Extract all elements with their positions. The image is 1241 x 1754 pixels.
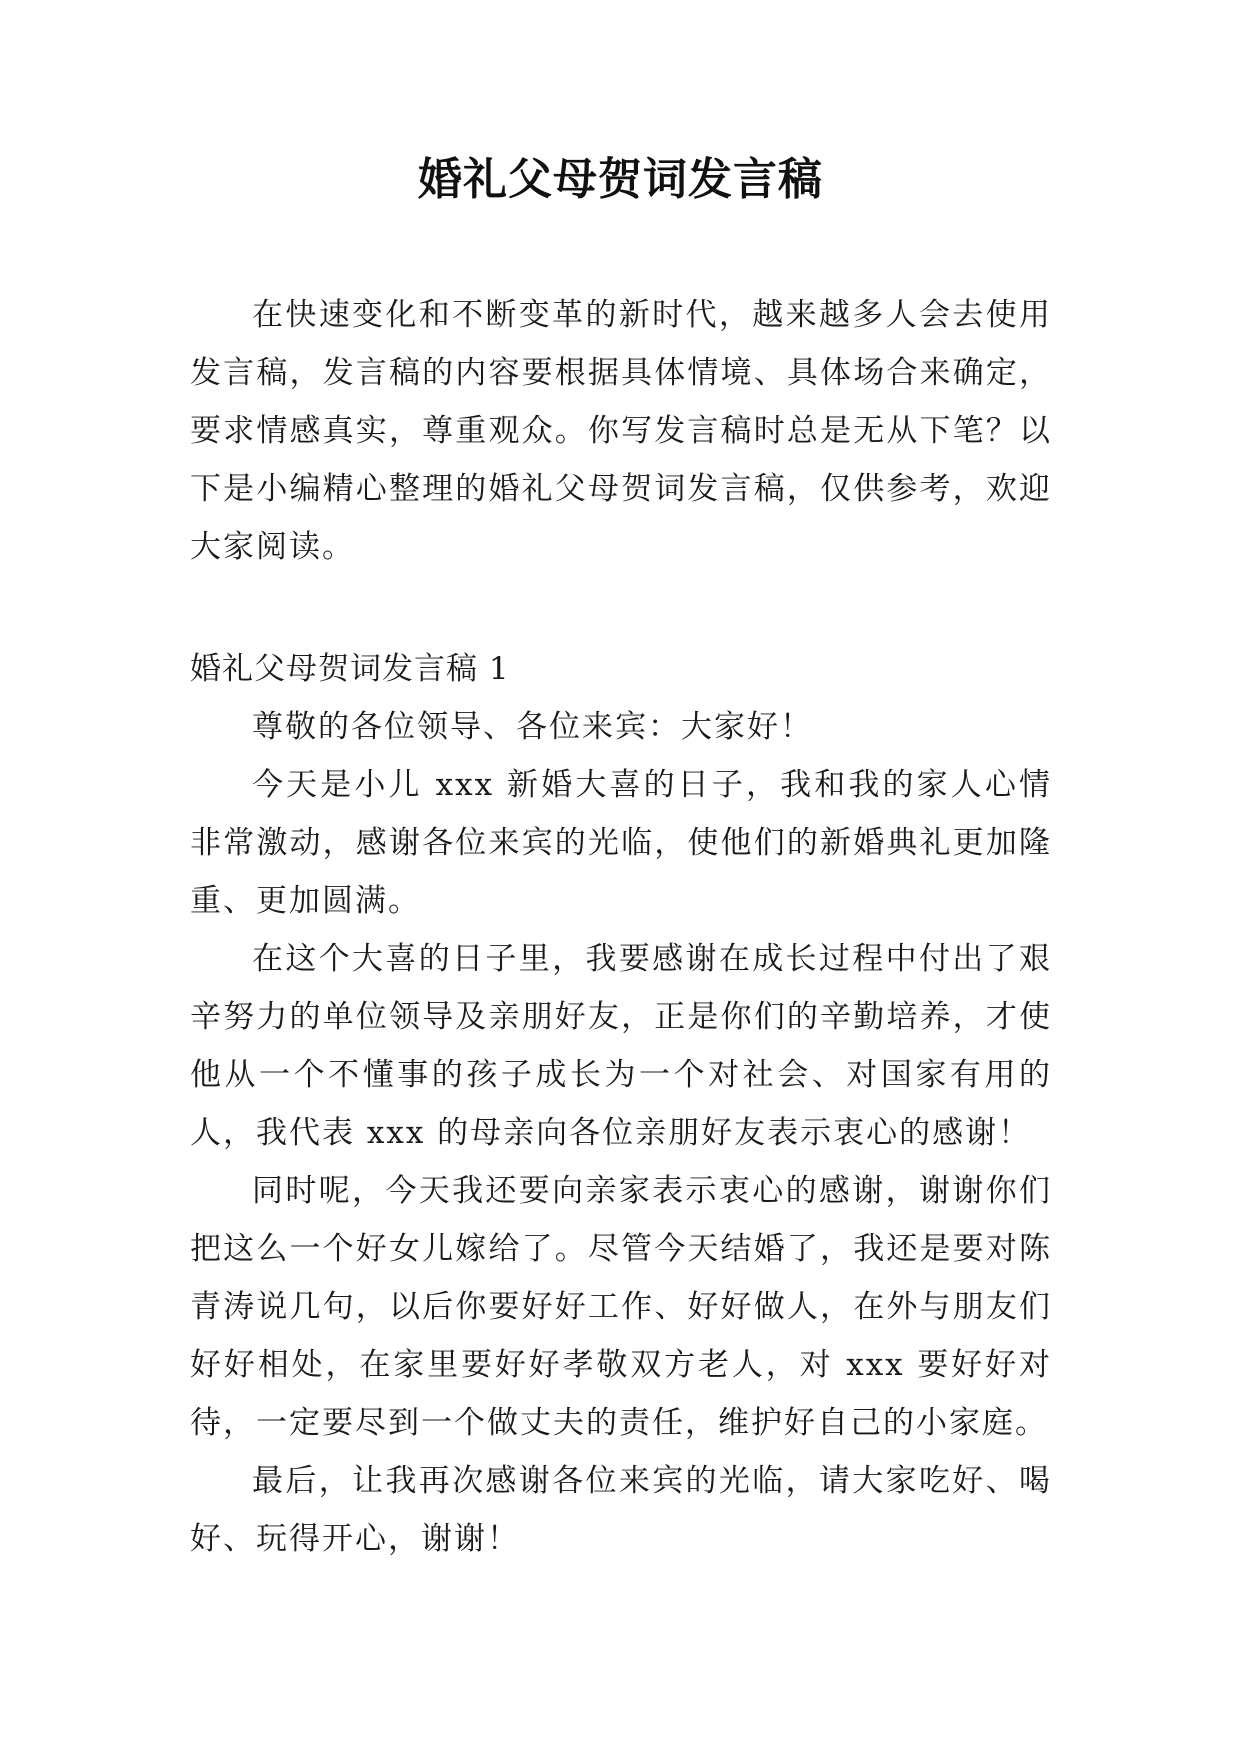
body-paragraph-closing: 最后，让我再次感谢各位来宾的光临，请大家吃好、喝好、玩得开心，谢谢！	[190, 1463, 1052, 1557]
body-paragraph-2: 在这个大喜的日子里，我要感谢在成长过程中付出了艰辛努力的单位领导及亲朋好友，正是你们的辛勤培养，才使他从一个不懂事的孩子成长为一个对社会、对国家有用的人，我代表 xxx 的母亲向各位亲朋好友表示衷心的感谢！	[190, 941, 1052, 1151]
body-paragraph-greeting: 尊敬的各位领导、各位来宾：大家好！	[252, 709, 813, 745]
intro-paragraph: 在快速变化和不断变革的新时代，越来越多人会去使用发言稿，发言稿的内容要根据具体情境、具体场合来确定，要求情感真实，尊重观众。你写发言稿时总是无从下笔？以下是小编精心整理的婚礼父母贺词发言稿，仅供参考，欢迎大家阅读。	[190, 297, 1052, 565]
document-body	[190, 286, 1052, 1568]
body-paragraph-3: 同时呢，今天我还要向亲家表示衷心的感谢，谢谢你们把这么一个好女儿嫁给了。尽管今天结婚了，我还是要对陈青涛说几句，以后你要好好工作、好好做人，在外与朋友们好好相处，在家里要好好孝敬双方老人，对 xxx 要好好对待，一定要尽到一个做丈夫的责任，维护好自己的小家庭。	[190, 1173, 1052, 1441]
document-title: 婚礼父母贺词发言稿	[418, 154, 823, 205]
body-paragraph-1: 今天是小儿 xxx 新婚大喜的日子，我和我的家人心情非常激动，感谢各位来宾的光临，使他们的新婚典礼更加隆重、更加圆满。	[190, 767, 1052, 919]
section-heading: 婚礼父母贺词发言稿 1	[190, 651, 510, 687]
